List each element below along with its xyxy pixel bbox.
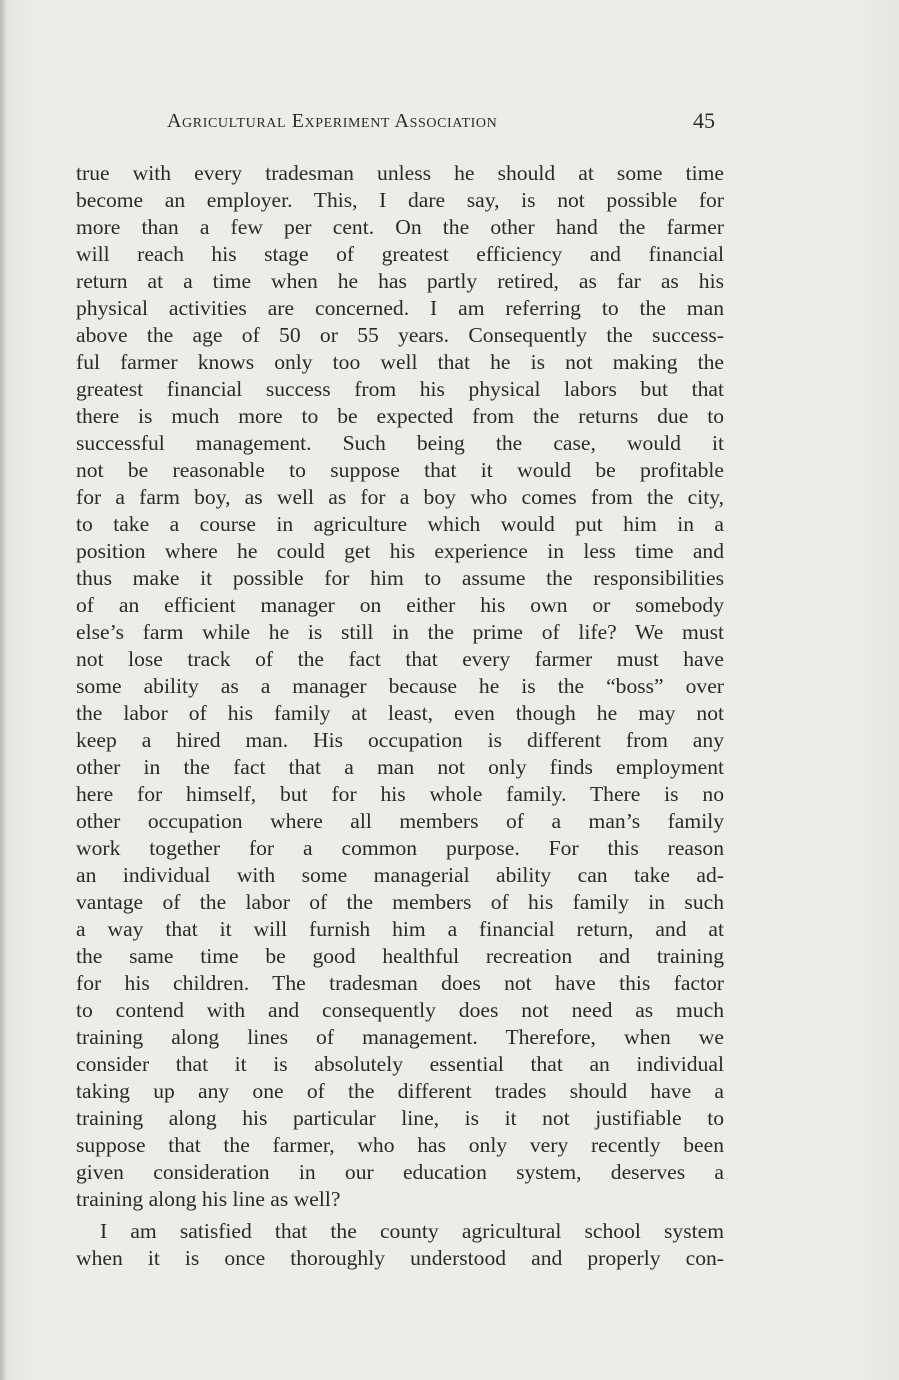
- body-text: [76, 160, 724, 1272]
- text-line: keep a hired man. His occupation is different from any: [76, 728, 724, 752]
- text-line: given consideration in our education system, deserves a: [76, 1160, 724, 1184]
- text-line: thus make it possible for him to assume the responsibilities: [76, 566, 724, 590]
- text-line: training along lines of management. Therefore, when we: [76, 1025, 724, 1049]
- text-line: will reach his stage of greatest efficiency and financial: [76, 242, 724, 266]
- running-header: [167, 110, 715, 140]
- text-line: position where he could get his experience in less time and: [76, 539, 724, 563]
- text-line: work together for a common purpose. For this reason: [76, 836, 724, 860]
- paragraph-1: [76, 160, 724, 1213]
- text-line: suppose that the farmer, who has only very recently been: [76, 1133, 724, 1157]
- text-line: of an efficient manager on either his own or somebody: [76, 593, 724, 617]
- text-line: not lose track of the fact that every farmer must have: [76, 647, 724, 671]
- text-line: the same time be good healthful recreation and training: [76, 944, 724, 968]
- page-number: 45: [693, 108, 715, 133]
- text-line: an individual with some managerial ability can take ad-: [76, 863, 724, 887]
- text-line: a way that it will furnish him a financial return, and at: [76, 917, 724, 941]
- text-line: true with every tradesman unless he should at some time: [76, 161, 724, 185]
- paragraph-2: [76, 1218, 724, 1272]
- text-line: above the age of 50 or 55 years. Consequently the success-: [76, 323, 724, 347]
- text-line: not be reasonable to suppose that it would be profitable: [76, 458, 724, 482]
- text-line: for a farm boy, as well as for a boy who comes from the city,: [76, 485, 724, 509]
- text-line: consider that it is absolutely essential that an individual: [76, 1052, 724, 1076]
- text-line: training along his line as well?: [76, 1187, 341, 1211]
- text-line: other occupation where all members of a man’s family: [76, 809, 724, 833]
- text-line: become an employer. This, I dare say, is not possible for: [76, 188, 724, 212]
- text-line: some ability as a manager because he is the “boss” over: [76, 674, 724, 698]
- running-title: Agricultural Experiment Association: [167, 110, 498, 132]
- text-line: successful management. Such being the case, would it: [76, 431, 724, 455]
- text-line: for his children. The tradesman does not have this factor: [76, 971, 724, 995]
- text-line: to take a course in agriculture which would put him in a: [76, 512, 724, 536]
- text-line: other in the fact that a man not only finds employment: [76, 755, 724, 779]
- text-line: return at a time when he has partly retired, as far as his: [76, 269, 724, 293]
- text-line: here for himself, but for his whole family. There is no: [76, 782, 724, 806]
- page-binding-edge: [0, 0, 6, 1380]
- text-line: vantage of the labor of the members of his family in such: [76, 890, 724, 914]
- text-line: else’s farm while he is still in the prime of life? We must: [76, 620, 724, 644]
- text-line: to contend with and consequently does not need as much: [76, 998, 724, 1022]
- text-line: when it is once thoroughly understood and properly con-: [76, 1246, 724, 1270]
- text-line: training along his particular line, is it not justifiable to: [76, 1106, 724, 1130]
- text-line: I am satisfied that the county agricultural school system: [100, 1219, 724, 1243]
- text-line: taking up any one of the different trades should have a: [76, 1079, 724, 1103]
- text-line: greatest financial success from his physical labors but that: [76, 377, 724, 401]
- text-line: more than a few per cent. On the other hand the farmer: [76, 215, 724, 239]
- text-line: there is much more to be expected from the returns due to: [76, 404, 724, 428]
- text-line: ful farmer knows only too well that he is not making the: [76, 350, 724, 374]
- text-line: the labor of his family at least, even though he may not: [76, 701, 724, 725]
- text-line: physical activities are concerned. I am referring to the man: [76, 296, 724, 320]
